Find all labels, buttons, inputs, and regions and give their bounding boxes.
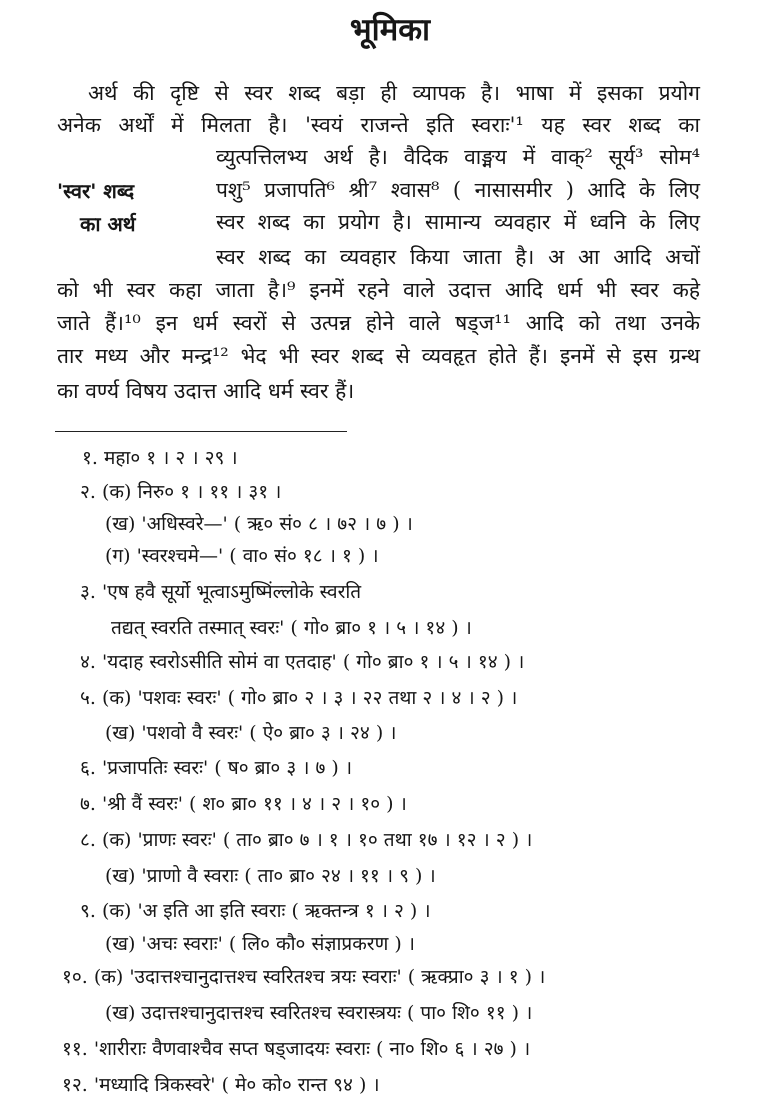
footnote-line <box>80 790 407 818</box>
footnote-line <box>105 999 532 1027</box>
margin-note-line: का अर्थ <box>80 212 136 236</box>
footnote-label: ७. <box>80 793 96 815</box>
footnote-line <box>80 648 524 676</box>
paragraph-line: स्वर शब्द का प्रयोग है। सामान्य व्यवहार में ध्वनि के लिए <box>216 210 700 234</box>
footnote-text: 'पशवो वै स्वरः' ( ऐ० ब्रा० ३ । २४ ) । <box>141 722 397 744</box>
footnote-line <box>62 963 545 991</box>
paragraph-line: अर्थ की दृष्टि से स्वर शब्द बड़ा ही व्यापक है। भाषा में इसका प्रयोग <box>88 81 700 105</box>
footnote-text: तद्यत् स्वरति तस्मात् स्वरः' ( गो० ब्रा० १ । ५ । १४ ) । <box>111 617 472 639</box>
footnote-line <box>80 754 352 782</box>
footnote-line <box>105 719 397 747</box>
footnote-text: 'यदाह स्वरोऽसीति सोमं वा एतदाह' ( गो० ब्रा० १ । ५ । १४ ) । <box>101 651 525 673</box>
footnote-line <box>80 826 532 854</box>
footnote-line <box>80 684 517 712</box>
footnote-label: ५. (क) <box>80 687 132 709</box>
footnote-text: 'पशवः स्वरः' ( गो० ब्रा० २ । ३ । २२ तथा २ । ४ । २ ) । <box>137 687 518 709</box>
paragraph-line: तार मध्य और मन्द्र¹² भेद भी स्वर शब्द से व्यवहृत होते हैं। इनमें से इस ग्रन्थ <box>57 344 700 368</box>
footnote-line <box>80 897 431 925</box>
footnote-text: उदात्तश्चानुदात्तश्च स्वरितश्च स्वरास्त्रयः ( पा० शि० ११ ) । <box>141 1002 533 1024</box>
footnote-text: 'प्रजापतिः स्वरः' ( ष० ब्रा० ३ । ७ ) । <box>101 757 353 779</box>
footnote-label: (ग) <box>105 545 131 567</box>
footnote-line <box>62 1035 530 1063</box>
paragraph-line: पशु⁵ प्रजापति⁶ श्री⁷ श्वास⁸ ( नासासमीर ) आदि के लिए <box>216 178 700 202</box>
footnote-label: ४. <box>80 651 96 673</box>
footnote-label: ३. <box>80 581 96 603</box>
footnote-label: (ख) <box>105 865 136 887</box>
footnote-line <box>62 1071 380 1099</box>
footnote-label: (ख) <box>105 933 136 955</box>
footnote-label: (ख) <box>105 1002 136 1024</box>
footnote-text: 'अचः स्वराः' ( लि० कौ० संज्ञाप्रकरण ) । <box>141 933 416 955</box>
footnote-label: ६. <box>80 757 96 779</box>
footnote-text: 'प्राणः स्वरः' ( ता० ब्रा० ७ । १ । १० तथा १७ । १२ । २ ) । <box>137 829 533 851</box>
footnote-text: 'एष हवै सूर्यो भूत्वाऽमुष्मिंल्लोके स्वरति <box>101 581 362 603</box>
footnote-label: १. <box>82 447 98 469</box>
footnote-text: 'अधिस्वरे—' ( ऋ० सं० ८ । ७२ । ७ ) । <box>141 513 413 535</box>
paragraph-line: जाते हैं।¹⁰ इन धर्म स्वरों से उत्पन्न होने वाले षड्ज¹¹ आदि को तथा उनके <box>57 311 700 335</box>
footnote-line <box>105 614 472 642</box>
footnote-line <box>80 478 281 506</box>
footnote-label: ८. (क) <box>80 829 132 851</box>
footnote-label: ११. <box>62 1038 88 1060</box>
paragraph-line: व्युत्पत्तिलभ्य अर्थ है। वैदिक वाङ्मय में वाक्² सूर्य³ सोम⁴ <box>216 145 700 169</box>
footnote-label: १२. <box>62 1074 88 1096</box>
footnote-line <box>80 578 361 606</box>
footnote-text: निरु० १ । ११ । ३१ । <box>137 481 282 503</box>
footnote-text: 'श्री वैं स्वरः' ( श० ब्रा० ११ । ४ । २ । १० ) । <box>101 793 407 815</box>
footnote-text: 'अ इति आ इति स्वराः ( ऋक्तन्त्र १ । २ ) । <box>137 900 431 922</box>
footnote-text: महा० १ । २ । २९ । <box>103 447 238 469</box>
paragraph-line: को भी स्वर कहा जाता है।⁹ इनमें रहने वाले उदात्त आदि धर्म भी स्वर कहे <box>57 278 700 302</box>
paragraph-line: स्वर शब्द का व्यवहार किया जाता है। अ आ आदि अचों <box>216 245 700 269</box>
paragraph-line: का वर्ण्य विषय उदात्त आदि धर्म स्वर हैं। <box>57 379 355 403</box>
footnote-label: (ख) <box>105 722 136 744</box>
footnote-text: 'स्वरश्चमे—' ( वा० सं० १८ । १ ) । <box>136 545 379 567</box>
footnote-label: २. (क) <box>80 481 132 503</box>
footnote-label: १०. (क) <box>62 966 124 988</box>
footnote-text: 'शारीराः वैणवाश्चैव सप्त षड्जादयः स्वराः ( ना० शि० ६ । २७ ) । <box>93 1038 531 1060</box>
footnote-line <box>105 930 415 958</box>
footnote-label: (ख) <box>105 513 136 535</box>
footnote-label: ९. (क) <box>80 900 132 922</box>
footnote-line <box>105 510 413 538</box>
footnote-text: 'मध्यादि त्रिकस्वरे' ( मे० को० रान्त ९४ ) । <box>93 1074 380 1096</box>
footnote-text: 'उदात्तश्चानुदात्तश्च स्वरितश्च त्रयः स्वराः' ( ऋक्प्रा० ३ । १ ) । <box>129 966 546 988</box>
margin-note-line: 'स्वर' शब्द <box>57 179 135 203</box>
paragraph-line: अनेक अर्थों में मिलता है। 'स्वयं राजन्ते इति स्वराः'¹ यह स्वर शब्द का <box>57 113 700 137</box>
footnote-line <box>105 542 379 570</box>
footnote-text: 'प्राणो वै स्वराः ( ता० ब्रा० २४ । ११ । ९ ) । <box>141 865 436 887</box>
footnote-line <box>82 444 238 472</box>
footnote-line <box>105 862 436 890</box>
page-title: भूमिका <box>349 12 431 48</box>
footnote-divider <box>55 431 347 432</box>
